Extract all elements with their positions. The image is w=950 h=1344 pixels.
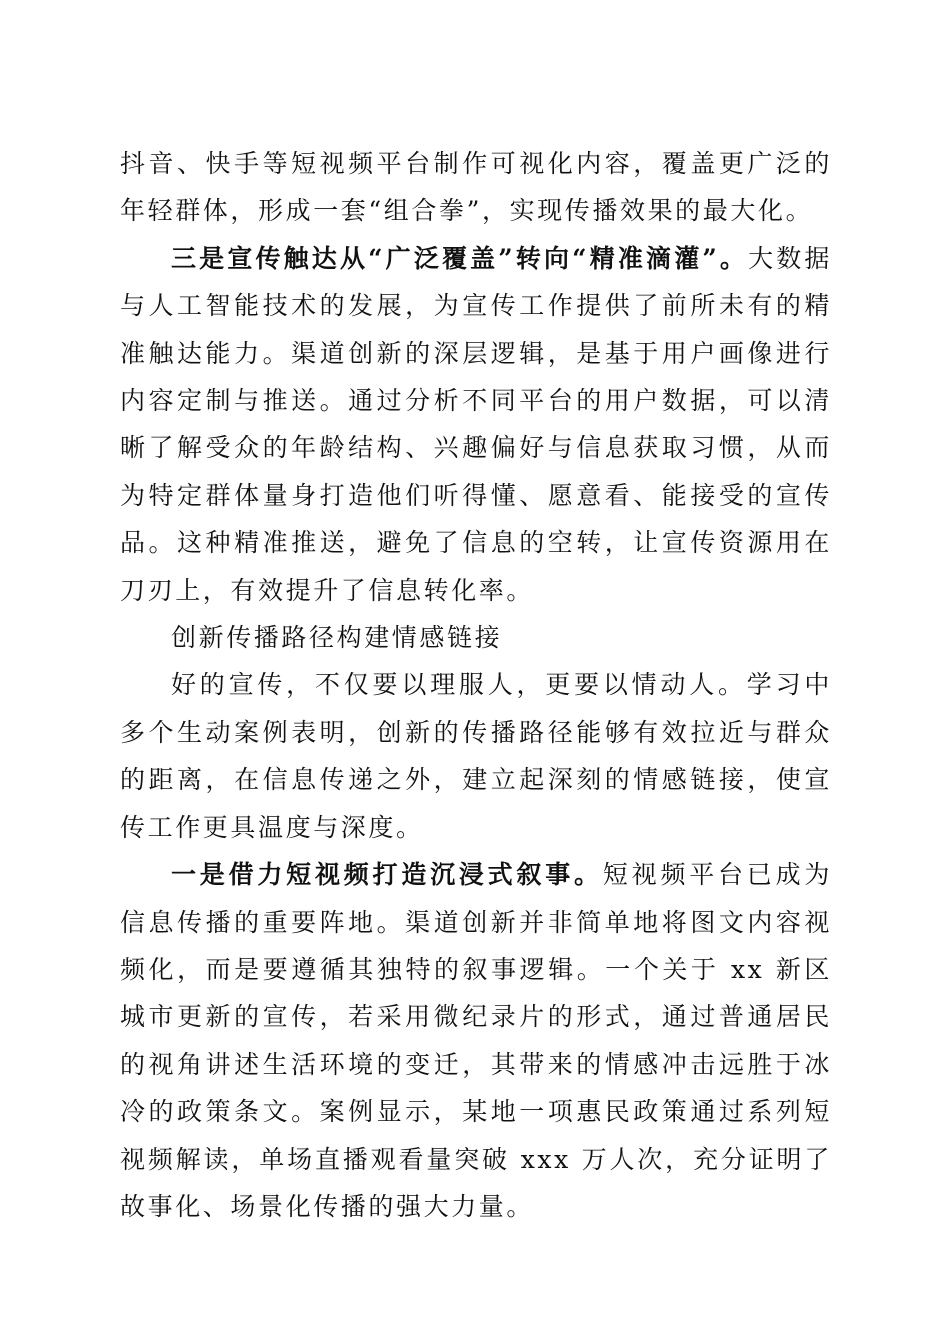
- paragraph-text: 大数据与人工智能技术的发展，为宣传工作提供了前所未有的精准触达能力。渠道创新的深层逻辑，是基于用户画像进行内容定制与推送。通过分析不同平台的用户数据，可以清晰了解受众的年龄结构、兴趣偏好与信息获取习惯，从而为特定群体量身打造他们听得懂、愿意看、能接受的宣传品。这种精准推送，避免了信息的空转，让宣传资源用在刀刃上，有效提升了信息转化率。: [120, 243, 832, 605]
- document-body: [120, 140, 832, 1230]
- paragraph-text: 好的宣传，不仅要以理服人，更要以情动人。学习中多个生动案例表明，创新的传播路径能够有效拉近与群众的距离，在信息传递之外，建立起深刻的情感链接，使宣传工作更具温度与深度。: [120, 670, 832, 842]
- section-heading: 创新传播路径构建情感链接: [171, 623, 503, 653]
- paragraph-text: 抖音、快手等短视频平台制作可视化内容，覆盖更广泛的年轻群体，形成一套“组合拳”，实现传播效果的最大化。: [120, 149, 832, 226]
- paragraph-continuation: [120, 140, 832, 235]
- paragraph-intro: [120, 661, 832, 851]
- paragraph-text: 短视频平台已成为信息传播的重要阵地。渠道创新并非简单地将图文内容视频化，而是要遵循其独特的叙事逻辑。一个关于 xx 新区城市更新的宣传，若采用微纪录片的形式，通过普通居民的视角讲述生活环境的变迁，其带来的情感冲击远胜于冰冷的政策条文。案例显示，某地一项惠民政策通过系列短视频解读，单场直播观看量突破 xxx 万人次，充分证明了故事化、场景化传播的强大力量。: [120, 860, 832, 1221]
- paragraph-lead: 一是借力短视频打造沉浸式叙事。: [171, 860, 603, 890]
- paragraph-point-one: [120, 851, 832, 1230]
- paragraph-point-three: [120, 235, 832, 614]
- paragraph-lead: 三是宣传触达从“广泛覆盖”转向“精准滴灌”。: [171, 243, 749, 273]
